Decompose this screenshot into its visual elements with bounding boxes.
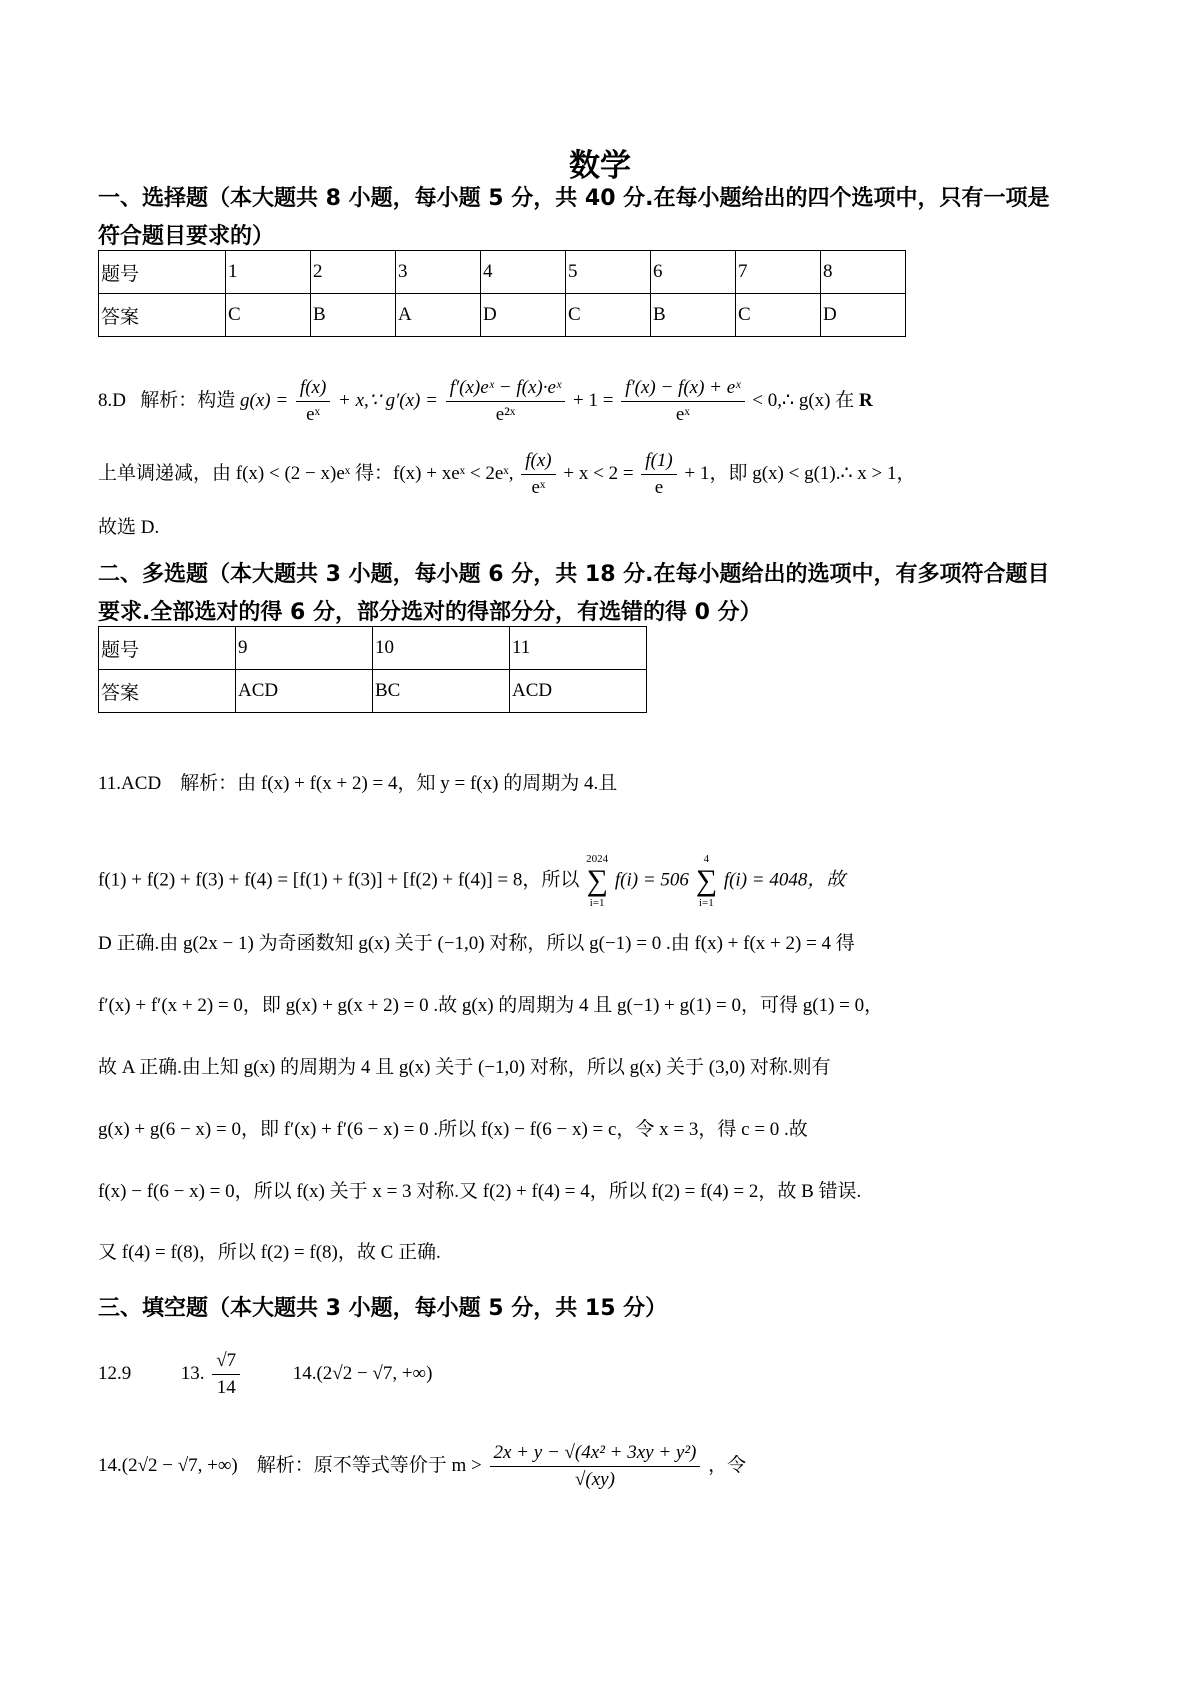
q8-line1 — [98, 375, 1108, 428]
answer-14: 14.(2√2 − √7, +∞) — [292, 1362, 433, 1384]
q11-text: f(1) + f(2) + f(3) + f(4) = [f(1) + f(3)] + [f(2) + f(4)] = 8，所以 — [98, 869, 580, 891]
q11-line2 — [98, 852, 1108, 910]
question-number: 1 — [226, 251, 311, 294]
q14-line1 — [98, 1440, 1108, 1493]
fraction: $\frac{\text{2x + y − √(4x² + 3xy + y²)}}{√(xy)}$ — [490, 1440, 701, 1493]
question-number: 11 — [510, 627, 647, 670]
section2-heading-line1: 二、多选题（本大题共 3 小题，每小题 6 分，共 18 分.在每小题给出的选项中，有多项符合题目 — [98, 562, 1050, 587]
fraction: $\frac{\text{f′(x) − f(x) + eˣ}}{\text{eˣ}}$ — [621, 375, 744, 428]
row-label: 答案 — [99, 670, 236, 713]
q8-text: 上单调递减，由 f(x) < (2 − x)eˣ 得：f(x) + xeˣ < 2eˣ, — [98, 462, 514, 484]
page-title: 数学 — [569, 148, 631, 184]
answer-cell: BC — [373, 670, 510, 713]
q8-formula: + x < 2 = — [563, 462, 634, 484]
fraction: $\frac{√7}{14}$ — [212, 1348, 240, 1401]
q11-line6: g(x) + g(6 − x) = 0，即 f′(x) + f′(6 − x) = 0 .所以 f(x) − f(6 − x) = c，令 x = 3，得 c = 0 .故 — [98, 1119, 808, 1140]
section1-heading — [98, 180, 1108, 256]
q8-formula: + 1 = — [573, 389, 614, 411]
section2-heading — [98, 556, 1108, 632]
row-label: 题号 — [99, 627, 236, 670]
summation: 4 ∑ i=1 — [695, 853, 718, 909]
q11-line8: 又 f(4) = f(8)，所以 f(2) = f(8)，故 C 正确. — [98, 1242, 441, 1263]
section2-answer-table — [98, 626, 647, 713]
q11-line1: 11.ACD 解析：由 f(x) + f(x + 2) = 4，知 y = f(x) 的周期为 4.且 — [98, 773, 618, 794]
q11-line5: 故 A 正确.由上知 g(x) 的周期为 4 且 g(x) 关于 (−1,0) 对称，所以 g(x) 关于 (3,0) 对称.则有 — [98, 1057, 831, 1078]
section2-heading-line2: 要求.全部选对的得 6 分，部分选对的得部分分，有选错的得 0 分） — [98, 600, 762, 625]
fraction: $\frac{f(x)}{\text{eˣ}}$ — [521, 448, 555, 501]
q11-line3: D 正确.由 g(2x − 1) 为奇函数知 g(x) 关于 (−1,0) 对称，所以 g(−1) = 0 .由 f(x) + f(x + 2) = 4 得 — [98, 933, 855, 954]
section3-answers — [98, 1348, 1108, 1401]
q14-text: 解析：原不等式等价于 m > — [256, 1454, 482, 1476]
answer-cell: C — [226, 294, 311, 337]
table-row — [99, 627, 647, 670]
q8-text: 解析：构造 — [140, 389, 236, 411]
q8-text: + 1，即 g(x) < g(1).∴ x > 1， — [684, 462, 916, 484]
fraction: $\frac{\text{f′(x)eˣ − f(x)·eˣ}}{\text{e²ˣ}}$ — [446, 375, 566, 428]
answer-cell: D — [481, 294, 566, 337]
q8-line3: 故选 D. — [98, 517, 160, 538]
q8-line2 — [98, 448, 1108, 501]
question-number: 9 — [236, 627, 373, 670]
q11-line7: f(x) − f(6 − x) = 0，所以 f(x) 关于 x = 3 对称.又 f(2) + f(4) = 4，所以 f(2) = f(4) = 2，故 B 错误. — [98, 1181, 862, 1202]
answer-cell: B — [651, 294, 736, 337]
table-row — [99, 670, 647, 713]
fraction: $\frac{f(x)}{\text{eˣ}}$ — [296, 375, 330, 428]
question-number: 3 — [396, 251, 481, 294]
table-row — [99, 251, 906, 294]
q11-formula: f(i) = 506 — [614, 869, 689, 891]
question-number: 10 — [373, 627, 510, 670]
q11-formula: f(i) = 4048，故 — [723, 869, 846, 891]
q11-line4: f′(x) + f′(x + 2) = 0，即 g(x) + g(x + 2) = 0 .故 g(x) 的周期为 4 且 g(−1) + g(1) = 0，可得 g(1) = 0， — [98, 995, 884, 1016]
question-number: 5 — [566, 251, 651, 294]
section3-heading: 三、填空题（本大题共 3 小题，每小题 5 分，共 15 分） — [98, 1296, 668, 1321]
fraction: $\frac{f(1)}{e}$ — [641, 448, 676, 501]
question-number: 7 — [736, 251, 821, 294]
row-label: 题号 — [99, 251, 226, 294]
answer-cell: ACD — [510, 670, 647, 713]
row-label: 答案 — [99, 294, 226, 337]
q8-formula: < 0,∴ g(x) 在 — [752, 389, 855, 411]
question-number: 8 — [821, 251, 906, 294]
summation: 2024 ∑ i=1 — [586, 853, 609, 909]
question-number: 6 — [651, 251, 736, 294]
real-set-symbol: R — [859, 389, 873, 411]
answer-cell: C — [566, 294, 651, 337]
answer-cell: A — [396, 294, 481, 337]
section1-answer-table — [98, 250, 906, 337]
q14-text: ，令 — [708, 1454, 747, 1476]
q8-formula: + x,∵ g′(x) = — [338, 389, 438, 411]
answer-cell: B — [311, 294, 396, 337]
section1-heading-line2: 符合题目要求的） — [98, 224, 275, 249]
q8-formula: g(x) = — [240, 389, 289, 411]
q14-label: 14.(2√2 − √7, +∞) — [98, 1454, 238, 1476]
section1-heading-line1: 一、选择题（本大题共 8 小题，每小题 5 分，共 40 分.在每小题给出的四个选项中，只有一项是 — [98, 186, 1050, 211]
answer-cell: D — [821, 294, 906, 337]
question-number: 2 — [311, 251, 396, 294]
answer-12: 12.9 — [98, 1362, 132, 1384]
answer-13-label: 13. — [180, 1362, 205, 1384]
answer-cell: ACD — [236, 670, 373, 713]
table-row — [99, 294, 906, 337]
q8-label: 8.D — [98, 389, 126, 411]
question-number: 4 — [481, 251, 566, 294]
answer-cell: C — [736, 294, 821, 337]
